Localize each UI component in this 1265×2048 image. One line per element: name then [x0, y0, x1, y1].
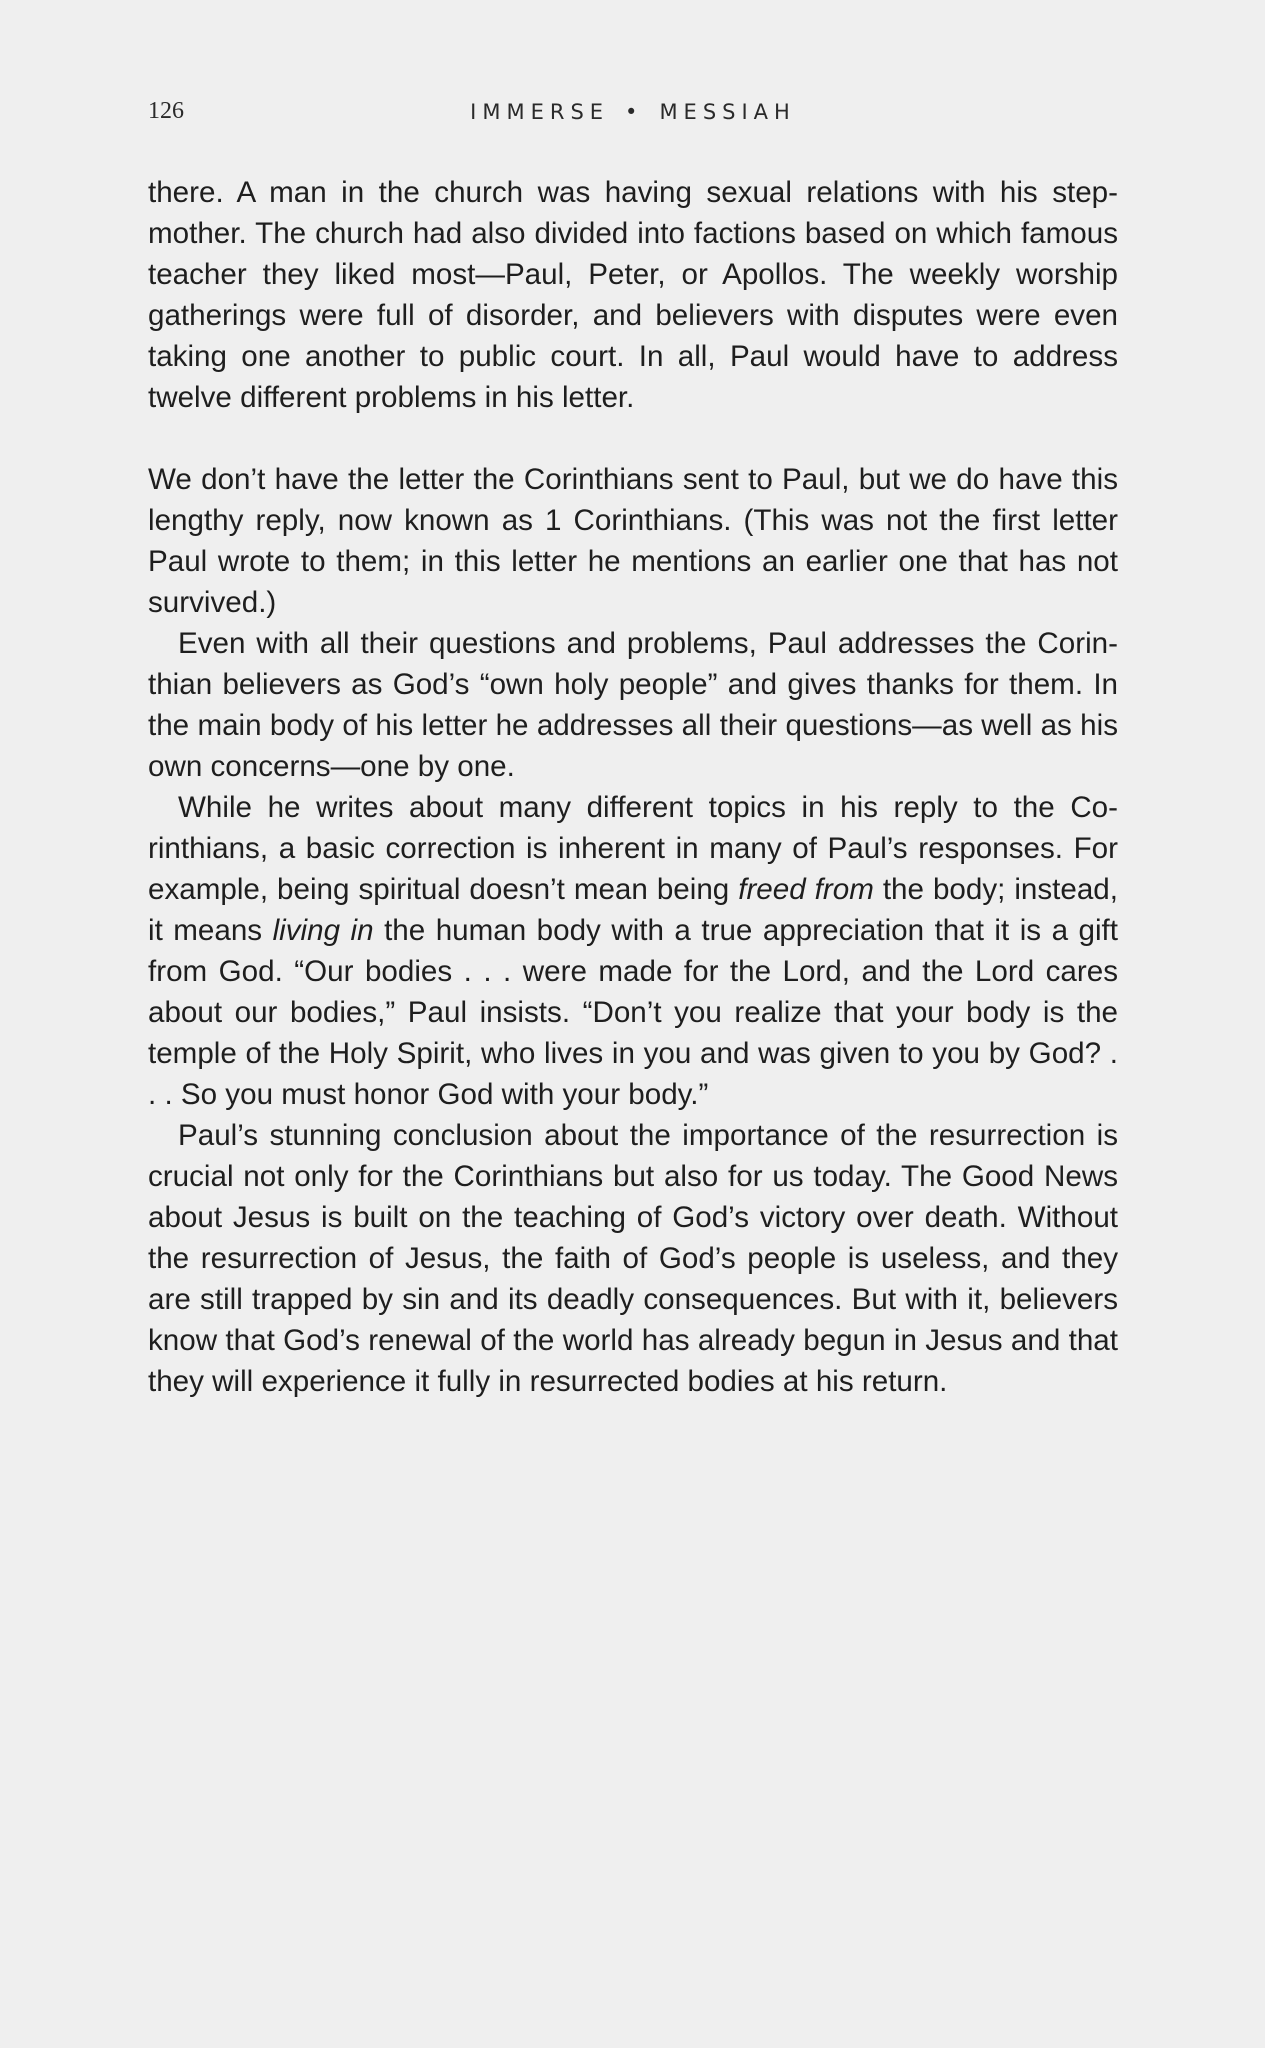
- emphasis-living-in: living in: [272, 914, 374, 947]
- paragraph-4-text-c: the human body with a true appreciation that it is a gift from God. “Our bodies . . . were made for the Lord, and the Lord cares about our bodies,” Paul insists. “Don’t you realize that your body is the temple of the Holy Spirit, who lives in you and was given to you by God? . . . So you must honor God with your body.”: [148, 914, 1118, 1111]
- book-title-volume: MESSIAH: [659, 100, 796, 124]
- paragraph-4-text-b: the body; instead, it means: [148, 873, 1118, 947]
- paragraph-4: [148, 787, 1118, 1115]
- paragraph-3: Even with all their questions and problems, Paul addresses the Corin-thian believers as God’s “own holy people” and gives thanks for them. In the main body of his letter he addresses all their questions—as well as his own concerns—one by one.: [148, 627, 1118, 783]
- title-separator: •: [625, 100, 638, 124]
- page-number: 126: [148, 98, 184, 124]
- paragraph-1: there. A man in the church was having sexual relations with his step-mother. The church had also divided into factions based on which famous teacher they liked most—Paul, Peter, or Apollos. The weekly worship gatherings were full of disorder, and believers with disputes were even taking one another to public court. In all, Paul would have to address twelve different problems in his letter.: [148, 176, 1118, 414]
- paragraph-2: We don’t have the letter the Corinthians sent to Paul, but we do have this lengthy reply, now known as 1 Corinthians. (This was not the first letter Paul wrote to them; in this letter he mentions an earlier one that has not survived.): [148, 463, 1118, 619]
- book-title: [148, 97, 1118, 127]
- book-title-series: IMMERSE: [470, 100, 610, 124]
- body-text: [148, 172, 1118, 1402]
- paragraph-5: Paul’s stunning conclusion about the importance of the resurrection is crucial not only for the Corinthians but also for us today. The Good News about Jesus is built on the teaching of God’s victory over death. Without the resurrection of Jesus, the faith of God’s people is useless, and they are still trapped by sin and its deadly consequences. But with it, believers know that God’s renewal of the world has already begun in Jesus and that they will experience it fully in resurrected bodies at his return.: [148, 1119, 1118, 1398]
- emphasis-freed-from: freed from: [738, 873, 874, 906]
- running-head: [148, 96, 1118, 126]
- paragraph-4-text-a: While he writes about many different topics in his reply to the Co-rinthians, a basic correction is inherent in many of Paul’s responses. For example, being spiritual doesn’t mean being: [148, 791, 1118, 906]
